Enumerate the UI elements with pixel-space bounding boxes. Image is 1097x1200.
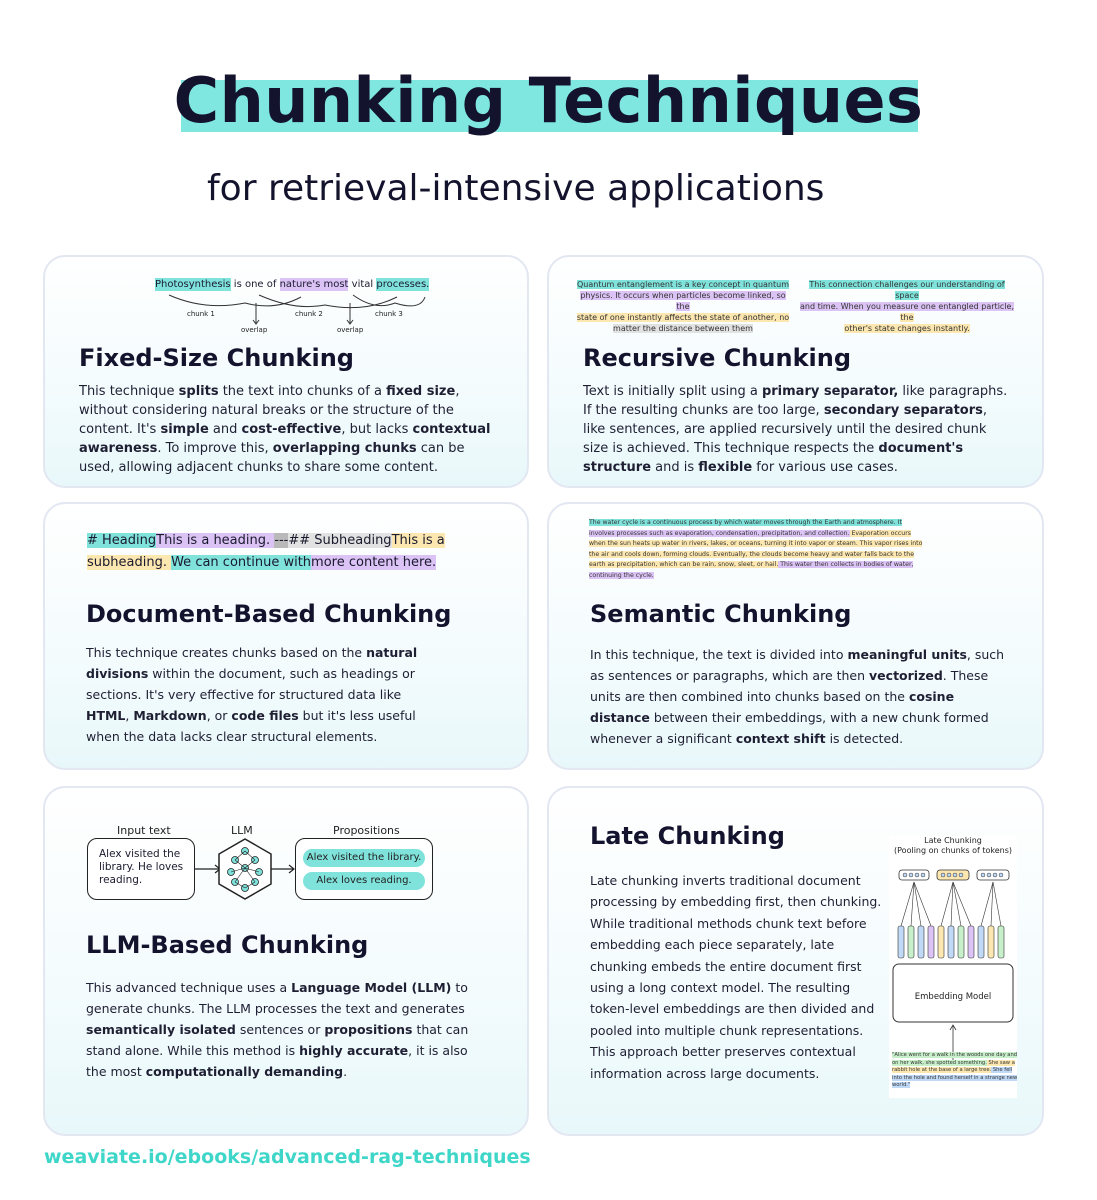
pooling-diagram <box>889 866 1017 1066</box>
card-late <box>547 786 1044 1136</box>
propositions-label: Propositions <box>333 824 400 837</box>
diagram-title: Late Chunking (Pooling on chunks of tokens) <box>894 836 1012 855</box>
propositions-box <box>295 838 433 900</box>
proposition-pill: Alex visited the library. <box>303 849 425 867</box>
demo-segment: Photosynthesis <box>155 279 231 290</box>
chunk-label: chunk 2 <box>295 310 323 318</box>
demo-segment: processes. <box>376 279 430 290</box>
page-title: Chunking Techniques <box>173 64 924 137</box>
card-title: Recursive Chunking <box>583 344 852 372</box>
chunk-label: chunk 1 <box>187 310 215 318</box>
semantic-demo: The water cycle is a continuous process by which water moves through the Earth and atmosphere. It involves processes such as evaporation, condensation, precipitation, and collection. Evaporation occurs when the sun heats up water in rivers, lakes, or oceans, turning it into vapor or steam. This vapor rises into the air and cools down, forming clouds. Eventually, the clouds become heavy and water falls back to the earth as precipitation, which can be rain, snow, sleet, or hail. This water then collects in bodies of water, continuing the cycle. <box>589 519 923 579</box>
recursive-demo-right: This connection challenges our understanding of space and time. When you measure one entangled particle, the other's state changes instantly. <box>799 280 1015 333</box>
embedding-model-label: Embedding Model <box>914 992 992 1002</box>
proposition-pill: Alex loves reading. <box>303 872 425 890</box>
card-document <box>43 502 529 770</box>
card-body: Text is initially split using a primary separator, like paragraphs. If the resulting chunks are too large, secondary separators, like sentences, are applied recursively until the desired chunk size is achieved. This technique respects the document's structure and is flexible for various use cases. <box>583 384 1008 475</box>
page-subtitle: for retrieval-intensive applications <box>207 168 825 209</box>
document-demo: # HeadingThis is a heading. ---## SubheadingThis is a subheading. We can continue withmore content here. <box>87 533 445 570</box>
chunk-brackets <box>45 257 531 337</box>
demo-segment: nature's most <box>279 279 349 290</box>
card-title: Semantic Chunking <box>590 600 852 628</box>
card-title: LLM-Based Chunking <box>86 931 369 959</box>
input-text-label: Input text <box>117 824 171 837</box>
card-recursive <box>547 255 1044 488</box>
chunk-label: chunk 3 <box>375 310 403 318</box>
card-title: Document-Based Chunking <box>86 600 452 628</box>
diagram-input-text: "Alice went for a walk in the woods one day and on her walk, she spotted something. She saw a rabbit hole at the base of a large tree. She fell into the hole and found herself in a strange new world." <box>892 1052 1018 1089</box>
card-title: Fixed-Size Chunking <box>79 344 354 372</box>
ebook-link[interactable]: weaviate.io/ebooks/advanced-rag-techniques <box>44 1146 531 1168</box>
card-fixed-size <box>43 255 529 488</box>
card-body: This technique creates chunks based on the natural divisions within the document, such as headings or sections. It's very effective for structured data like HTML, Markdown, or code files but it's less useful when the data lacks clear structural elements. <box>86 645 418 744</box>
demo-segment: is one of <box>230 279 280 290</box>
late-diagram <box>889 836 1017 1098</box>
card-llm <box>43 786 529 1136</box>
card-title: Late Chunking <box>590 822 785 850</box>
card-body: This advanced technique uses a Language Model (LLM) to generate chunks. The LLM processes the text and generates semantically isolated sentences or propositions that can stand alone. While this method is highly accurate, it is also the most computationally demanding. <box>86 980 469 1079</box>
overlap-label: overlap <box>241 326 268 334</box>
overlap-label: overlap <box>337 326 364 334</box>
input-text: Alex visited the library. He loves reading. <box>99 848 184 886</box>
llm-label: LLM <box>231 824 253 837</box>
card-body: Late chunking inverts traditional document processing by embedding first, then chunking. While traditional methods chunk text before embedding each piece separately, late chunking embeds the entire document first using a long context model. The resulting token-level embeddings are then divided and pooled into multiple chunk representations. This approach better preserves contextual information across large documents. <box>590 873 882 1081</box>
demo-segment: vital <box>348 279 377 290</box>
llm-hexagon-icon <box>45 788 531 928</box>
card-body: This technique splits the text into chunks of a fixed size, without considering natural breaks or the structure of the content. It's simple and cost-effective, but lacks contextual awareness. To improve this, overlapping chunks can be used, allowing adjacent chunks to share some content. <box>79 384 491 475</box>
card-body: In this technique, the text is divided into meaningful units, such as sentences or paragraphs, which are then vectorized. These units are then combined into chunks based on the cosine distance between their embeddings, with a new chunk formed whenever a significant context shift is detected. <box>590 647 1005 746</box>
card-semantic <box>547 502 1044 770</box>
recursive-demo-left: Quantum entanglement is a key concept in quantum physics. It occurs when particles become linked, so the state of one instantly affects the state of another, no matter the distance between them <box>576 280 790 333</box>
